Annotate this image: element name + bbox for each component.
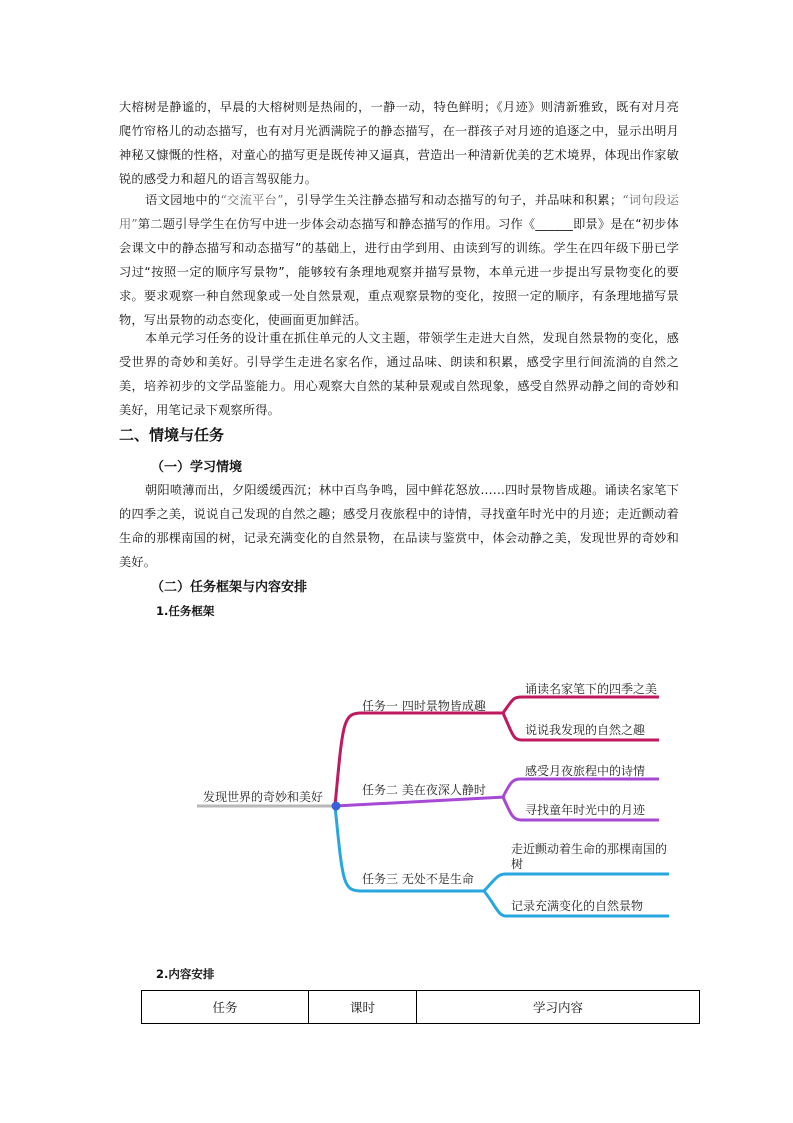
quote-ciju-duan-yunyong: “词句段运用” [119, 193, 679, 231]
table-header-content: 学习内容 [417, 991, 700, 1024]
mindmap-task1-label: 任务一 四时景物皆成趣 [362, 699, 486, 713]
table-header-task: 任务 [142, 991, 309, 1024]
mindmap-task3-label: 任务三 无处不是生命 [362, 872, 474, 886]
paragraph-learning-context [119, 478, 679, 574]
paragraph-text: 朝阳喷薄而出，夕阳缓缓西沉；林中百鸟争鸣，园中鲜花怒放……四时景物皆成趣。诵读名家笔下的四季之美，说说自己发现的自然之趣；感受月夜旅程中的诗情，寻找童年时光中的月迹；走近颤动着生命的那棵南国的树，记录充满变化的自然景物，在品读与鉴赏中，体会动静之美，发现世界的奇妙和美好。 [119, 483, 679, 569]
mindmap-task3-child2: 记录充满变化的自然景物 [511, 899, 644, 913]
quote-jiaoliu-pingtai: “交流平台” [220, 193, 284, 207]
mindmap-task2-label: 任务二 美在夜深人静时 [362, 783, 486, 797]
paragraph-text: ，引导学生关注静态描写和动态描写的句子，并品味和积累； [283, 193, 623, 207]
table-header-periods: 课时 [309, 991, 417, 1024]
mindmap-branch-task2 [335, 797, 505, 806]
section-heading-context-tasks: 二、情境与任务 [119, 426, 225, 444]
paragraph-text: 语文园地中的 [145, 193, 221, 207]
item-heading-content-arrangement: 2.内容安排 [156, 967, 215, 981]
paragraph-unit-design [119, 326, 679, 422]
paragraph-text: 大榕树是静谧的，早晨的大榕树则是热闹的，一静一动，特色鲜明；《月迹》则清新雅致，既有对月亮爬竹帘格儿的动态描写，也有对月光洒满院子的静态描写，在一群孩子对月迹的追逐之中，显示出明月神秘又慷慨的性格，对童心的描写更是既传神又逼真，营造出一种清新优美的艺术境界，体现出作家敏锐的感受力和超凡的语言驾驭能力。 [119, 100, 679, 186]
subheading-learning-context: （一）学习情境 [151, 460, 243, 475]
mindmap-task1-child2: 说说我发现的自然之趣 [525, 723, 646, 737]
mindmap-leaf-line-5 [484, 874, 669, 891]
table-header-row [142, 991, 700, 1024]
mindmap-task2-child2: 寻找童年时光中的月迹 [525, 803, 646, 817]
subheading-task-framework: （二）任务框架与内容安排 [151, 580, 308, 595]
mindmap-task2-child1: 感受月夜旅程中的诗情 [525, 764, 646, 778]
item-heading-task-framework: 1.任务框架 [156, 604, 215, 618]
content-arrangement-table [141, 990, 700, 1024]
mindmap-root-dot [332, 802, 341, 811]
mindmap-task1-child1: 诵读名家笔下的四季之美 [525, 682, 658, 696]
mindmap-task3-child1: 走近颤动着生命的那棵南国的树 [511, 842, 668, 871]
mindmap-root-label: 发现世界的奇妙和美好 [203, 790, 324, 804]
paragraph-yuwen-yuandi [119, 188, 679, 332]
mindmap-leaf-line-3 [503, 779, 659, 797]
mindmap-leaf-line-1 [503, 697, 659, 713]
paragraph-intro-continued [119, 95, 679, 191]
paragraph-text: 本单元学习任务的设计重在抓住单元的人文主题，带领学生走进大自然，发现自然景物的变化，感受世界的奇妙和美好。引导学生走进名家名作，通过品味、朗读和积累，感受字里行间流淌的自然之美，培养初步的文学品鉴能力。用心观察大自然的某种景观或自然现象，感受自然界动静之间的奇妙和美好，用笔记录下观察所得。 [119, 331, 679, 417]
paragraph-text: 第二题引导学生在仿写中进一步体会动态描写和静态描写的作用。习作《______即景》是在“初步体会课文中的静态描写和动态描写”的基础上，进行由学到用、由读到写的训练。学生在四年级下册已学习过“按照一定的顺序写景物”，能够较有条理地观察并描写景物，本单元进一步提出写景物变化的要求。要求观察一种自然现象或一处自然景观，重点观察景物的变化，按照一定的顺序，有条理地描写景物，写出景物的动态变化，使画面更加鲜活。 [119, 217, 679, 327]
